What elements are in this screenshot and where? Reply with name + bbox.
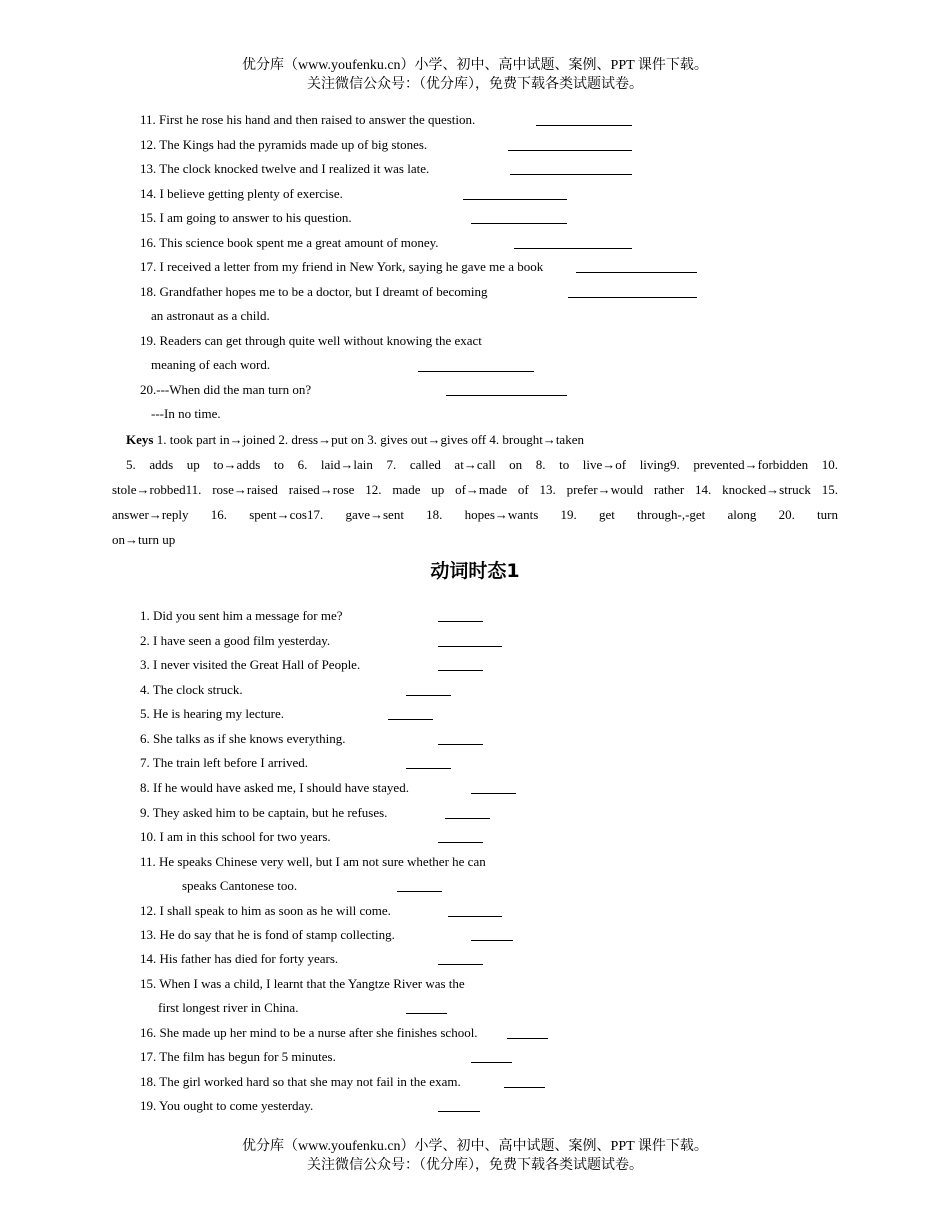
question-13: 13. The clock knocked twelve and I realized it was late. xyxy=(140,161,430,176)
question-18-cont: an astronaut as a child. xyxy=(151,308,270,323)
question-15-cont: first longest river in China. xyxy=(158,1000,299,1015)
answer-blank-17[interactable] xyxy=(471,1062,512,1063)
question-14: 14. His father has died for forty years. xyxy=(140,951,339,966)
question-16: 16. She made up her mind to be a nurse after she finishes school. xyxy=(140,1025,478,1040)
keys-row-2: 5. adds up to→adds to 6. laid→lain 7. called at→call on 8. to live→of living9. prevented→forbidden 10. xyxy=(126,457,838,472)
section-title: 动词时态1 xyxy=(430,560,520,582)
answer-blank-15[interactable] xyxy=(406,1013,447,1014)
question-4: 4. The clock struck. xyxy=(140,682,243,697)
question-20-cont: ---In no time. xyxy=(151,406,221,421)
answer-blank-11[interactable] xyxy=(536,125,632,126)
question-15: 15. When I was a child, I learnt that the Yangtze River was the xyxy=(140,976,465,991)
question-11: 11. First he rose his hand and then raised to answer the question. xyxy=(140,112,476,127)
answer-blank-20[interactable] xyxy=(446,395,567,396)
question-14: 14. I believe getting plenty of exercise. xyxy=(140,186,343,201)
question-8: 8. If he would have asked me, I should have stayed. xyxy=(140,780,409,795)
answer-blank-16[interactable] xyxy=(507,1038,548,1039)
question-15: 15. I am going to answer to his question. xyxy=(140,210,352,225)
answer-blank-13[interactable] xyxy=(471,940,513,941)
question-10: 10. I am in this school for two years. xyxy=(140,829,331,844)
answer-blank-11[interactable] xyxy=(397,891,442,892)
answer-blank-18[interactable] xyxy=(568,297,697,298)
answer-blank-18[interactable] xyxy=(504,1087,545,1088)
question-11: 11. He speaks Chinese very well, but I am not sure whether he can xyxy=(140,854,486,869)
question-19: 19. Readers can get through quite well without knowing the exact xyxy=(140,333,482,348)
question-9: 9. They asked him to be captain, but he refuses. xyxy=(140,805,388,820)
question-18: 18. Grandfather hopes me to be a doctor, but I dreamt of becoming xyxy=(140,284,488,299)
question-17: 17. I received a letter from my friend in New York, saying he gave me a book xyxy=(140,259,544,274)
page-footer-line2: 关注微信公众号：（优分库），免费下载各类试题试卷。 xyxy=(307,1158,643,1173)
question-13: 13. He do say that he is fond of stamp collecting. xyxy=(140,927,395,942)
page-footer-line1: 优分库（www.youfenku.cn）小学、初中、高中试题、案例、PPT 课件下载。 xyxy=(242,1139,708,1154)
question-18: 18. The girl worked hard so that she may not fail in the exam. xyxy=(140,1074,461,1089)
answer-blank-2[interactable] xyxy=(438,646,502,647)
answer-blank-19[interactable] xyxy=(438,1111,480,1112)
keys-label: Keys xyxy=(126,432,154,447)
answer-blank-10[interactable] xyxy=(438,842,483,843)
keys-row-1: 1. took part in→joined 2. dress→put on 3. gives out→gives off 4. brought→taken xyxy=(156,432,584,447)
answer-blank-4[interactable] xyxy=(406,695,451,696)
answer-blank-13[interactable] xyxy=(510,174,632,175)
keys-row-3: stole→robbed11. rose→raised raised→rose 12. made up of→made of 13. prefer→would rather 14. knocked→struck 15. xyxy=(112,482,838,497)
question-19-cont: meaning of each word. xyxy=(151,357,271,372)
answer-blank-5[interactable] xyxy=(388,719,433,720)
question-20: 20.---When did the man turn on? xyxy=(140,382,312,397)
question-19: 19. You ought to come yesterday. xyxy=(140,1098,314,1113)
answer-blank-14[interactable] xyxy=(438,964,483,965)
answer-blank-17[interactable] xyxy=(576,272,697,273)
question-5: 5. He is hearing my lecture. xyxy=(140,706,285,721)
answer-blank-3[interactable] xyxy=(438,670,483,671)
page-header-line2: 关注微信公众号：（优分库），免费下载各类试题试卷。 xyxy=(307,77,643,92)
keys-row-4: answer→reply 16. spent→cos17. gave→sent 18. hopes→wants 19. get through-,-get along 20. turn xyxy=(112,507,838,522)
question-12: 12. I shall speak to him as soon as he will come. xyxy=(140,903,391,918)
answer-blank-6[interactable] xyxy=(438,744,483,745)
answer-blank-15[interactable] xyxy=(471,223,567,224)
question-1: 1. Did you sent him a message for me? xyxy=(140,608,343,623)
answer-blank-1[interactable] xyxy=(438,621,483,622)
question-16: 16. This science book spent me a great amount of money. xyxy=(140,235,439,250)
question-6: 6. She talks as if she knows everything. xyxy=(140,731,346,746)
answer-blank-8[interactable] xyxy=(471,793,516,794)
question-3: 3. I never visited the Great Hall of People. xyxy=(140,657,361,672)
answer-blank-16[interactable] xyxy=(514,248,632,249)
question-12: 12. The Kings had the pyramids made up of big stones. xyxy=(140,137,428,152)
question-7: 7. The train left before I arrived. xyxy=(140,755,308,770)
answer-blank-7[interactable] xyxy=(406,768,451,769)
answer-blank-9[interactable] xyxy=(445,818,490,819)
answer-blank-12[interactable] xyxy=(448,916,502,917)
question-17: 17. The film has begun for 5 minutes. xyxy=(140,1049,336,1064)
answer-blank-19[interactable] xyxy=(418,371,534,372)
page-header-line1: 优分库（www.youfenku.cn）小学、初中、高中试题、案例、PPT 课件下载。 xyxy=(242,58,708,73)
question-11-cont: speaks Cantonese too. xyxy=(182,878,298,893)
answer-blank-12[interactable] xyxy=(508,150,632,151)
answer-blank-14[interactable] xyxy=(463,199,567,200)
keys-row-5: on→turn up xyxy=(112,532,176,547)
question-2: 2. I have seen a good film yesterday. xyxy=(140,633,331,648)
